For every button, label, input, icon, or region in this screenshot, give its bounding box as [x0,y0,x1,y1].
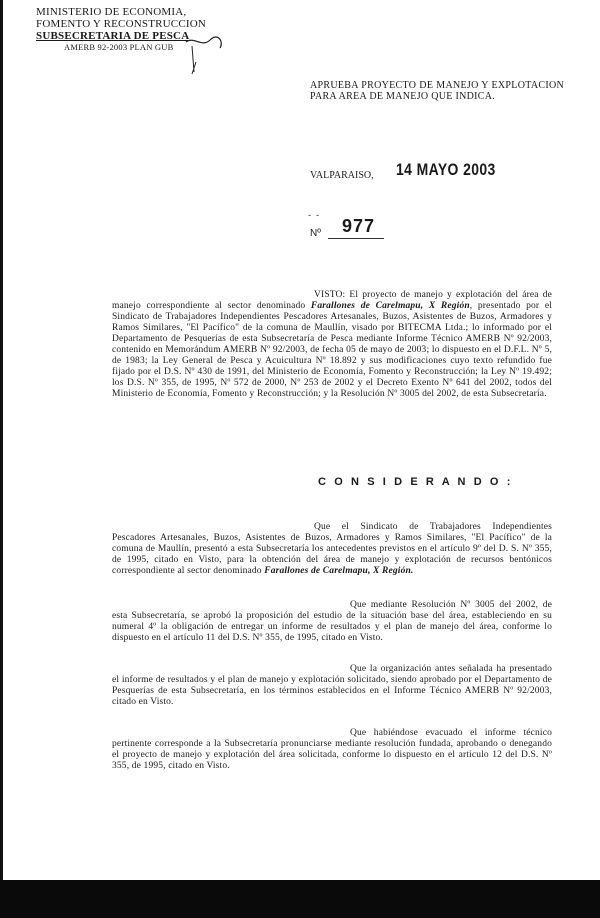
ministry-line-2: FOMENTO Y RECONSTRUCCION [36,18,207,30]
subsecretaria-line: SUBSECRETARIA DE PESCA [36,30,190,42]
considerando-4 [112,728,552,772]
place-label: VALPARAISO, [310,170,374,181]
visto-lead: VISTO: El proyecto de manejo y explotación del área de manejo correspondiente al sector denominado [112,290,552,311]
considerando-heading: C O N S I D E R A N D O : [318,476,513,488]
considerando-2-text: Que mediante Resolución Nº 3005 del 2002, de esta Subsecretaría, se aprobó la proposición del estudio de la situación base del área, estableciendo en su numeral 4º la obligación de entregar un informe de resultados y el plan de manejo del área, conforme lo dispuesto en el artículo 11 del D.S. Nº 355, de 1995, citado en Visto. [112,600,552,643]
resolution-subject: APRUEBA PROYECTO DE MANEJO Y EXPLOTACION PARA AREA DE MANEJO QUE INDICA. [310,80,564,102]
number-underline [328,238,384,239]
ministry-line-1: MINISTERIO DE ECONOMIA, [36,6,187,18]
handwritten-initials [180,32,230,82]
number-label: Nº [310,228,321,239]
scan-edge [0,0,3,918]
considerando-1-sector: Farallones de Carelmapu, X Región. [264,566,414,576]
resolution-number-stamp: 977 [342,216,376,236]
number-marks: - - [308,210,319,220]
considerando-2 [112,600,552,644]
visto-sector: Farallones de Carelmapu, X Región [310,301,470,311]
reference-code: AMERB 92-2003 PLAN GUB [64,42,174,52]
visto-rest: , presentado por el Sindicato de Trabajadores Independientes Pescadores Artesanales, Buzos, Asistentes de Buzos, Armadores y Ramos Similares, "El Pacífico" de la comuna de Maullín, visado por BITECMA Ltda.; lo informado por el Departamento de Pesquerías de esta Subsecretaría de Pesca mediante Informe Técnico AMERB Nº 92/2003, contenido en Memorándum AMERB Nº 92/2003, de fecha 05 de mayo de 2003; lo dispuesto en el D.F.L. Nº 5, de 1983; la Ley General de Pesca y Acuicultura Nº 18.892 y sus modificaciones cuyo texto refundido fue fijado por el D.S. Nº 430 de 1991, del Ministerio de Economía, Fomento y Reconstrucción; la Ley Nº 19.492; los D.S. Nº 355, de 1995, Nº 572 de 2000, Nº 253 de 2002 y el Decreto Exento Nº 641 del 2002, todos del Ministerio de Economía, Fomento y Reconstrucción; y la Resolución Nº 3005 del 2002, de esta Subsecretaría. [112,301,552,399]
scan-bottom-band [0,880,600,918]
date-stamp: 14 MAYO 2003 [396,160,496,179]
considerando-1 [112,522,552,577]
considerando-1-text: Que el Sindicato de Trabajadores Independientes Pescadores Artesanales, Buzos, Asistentes de Buzos, Armadores y Ramos Similares, "El Pacífico" de la comuna de Maullín, presentó a esta Subsecretaría los antecedentes previstos en el artículo 9º del D. S. Nº 355, de 1995, citado en Visto, para la obtención del área de manejo y explotación de recursos bentónicos correspondiente al sector denominado [112,522,552,576]
considerando-3 [112,664,552,708]
considerando-3-text: Que la organización antes señalada ha presentado el informe de resultados y el plan de manejo y explotación solicitado, siendo aprobado por el Departamento de Pesquerías de esta Subsecretaría, en los términos establecidos en el Informe Técnico AMERB Nº 92/2003, citado en Visto. [112,664,552,707]
considerando-4-text: Que habiéndose evacuado el informe técnico pertinente corresponde a la Subsecretaría pronunciarse mediante resolución fundada, aprobando o denegando el proyecto de manejo y explotación del área solicitada, conforme lo dispuesto en el artículo 12 del D.S. Nº 355, de 1995, citado en Visto. [112,728,552,771]
visto-paragraph [112,290,552,400]
